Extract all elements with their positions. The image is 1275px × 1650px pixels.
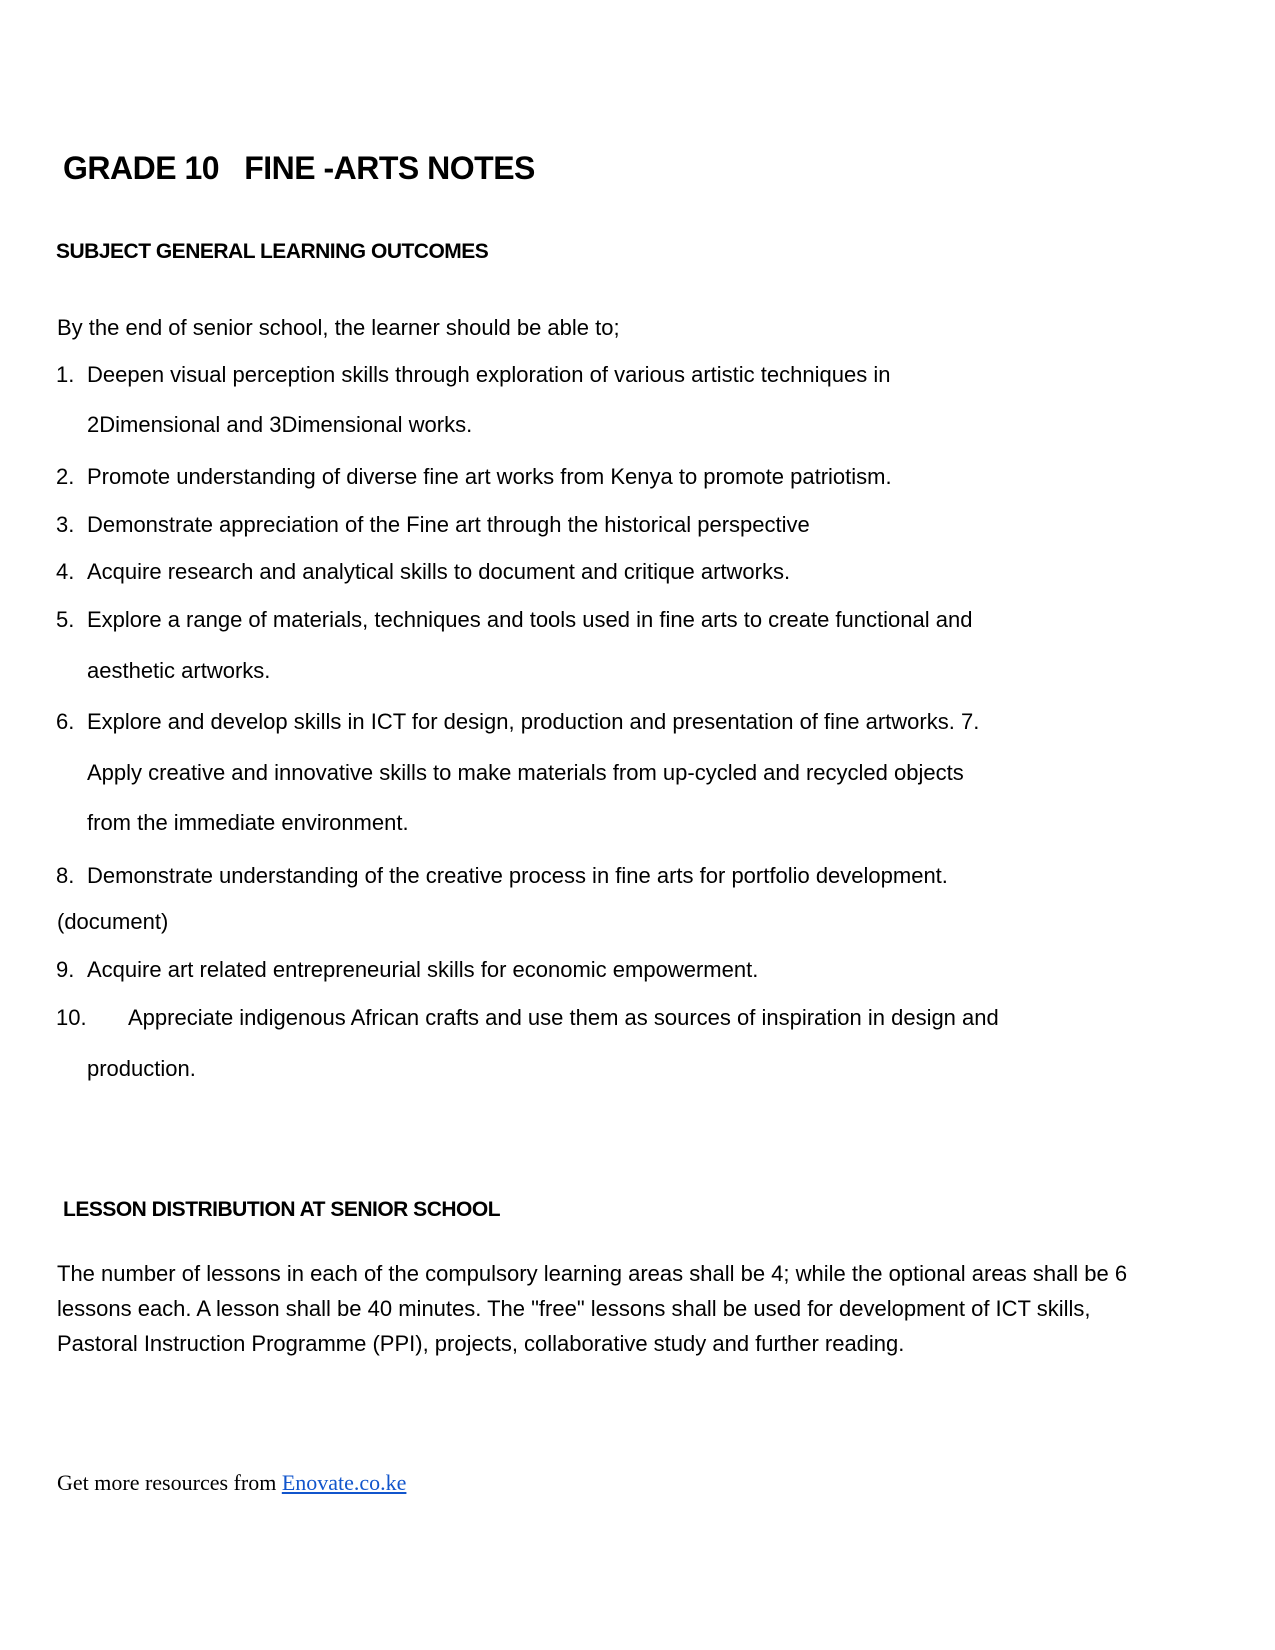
- list-item-wrap: (document): [57, 909, 169, 934]
- list-text: Acquire research and analytical skills to document and critique artworks.: [87, 559, 791, 584]
- intro-text: By the end of senior school, the learner should be able to;: [57, 315, 620, 340]
- list-text: Explore and develop skills in ICT for design, production and presentation of fine artworks. 7.: [87, 709, 980, 734]
- list-text: Promote understanding of diverse fine art works from Kenya to promote patriotism.: [87, 464, 892, 489]
- list-number: 10.: [56, 1005, 87, 1030]
- list-number: 5.: [56, 607, 75, 632]
- outcomes-heading: SUBJECT GENERAL LEARNING OUTCOMES: [56, 240, 489, 263]
- list-text: aesthetic artworks.: [87, 658, 271, 683]
- footer-text: Get more resources from: [57, 1470, 282, 1495]
- list-text: Demonstrate appreciation of the Fine art through the historical perspective: [87, 512, 810, 537]
- list-number: 2.: [56, 464, 75, 489]
- list-text: Demonstrate understanding of the creative process in fine arts for portfolio development.: [87, 863, 948, 888]
- list-text: Explore a range of materials, techniques and tools used in fine arts to create functional and: [87, 607, 973, 632]
- lesson-paragraph: The number of lessons in each of the compulsory learning areas shall be 4; while the optional areas shall be 6 lessons each. A lesson shall be 40 minutes. The "free" lessons shall be used for development of ICT skills, Pastoral Instruction Programme (PPI), projects, collaborative study and further reading.: [57, 1261, 1128, 1356]
- list-text: Deepen visual perception skills through exploration of various artistic techniques in: [87, 362, 891, 387]
- list-number: 8.: [56, 863, 75, 888]
- lesson-heading: LESSON DISTRIBUTION AT SENIOR SCHOOL: [63, 1198, 501, 1221]
- list-number: 9.: [56, 957, 75, 982]
- footer: [57, 1470, 406, 1496]
- list-text: 2Dimensional and 3Dimensional works.: [87, 412, 473, 437]
- list-number: 6.: [56, 709, 75, 734]
- footer-link[interactable]: Enovate.co.ke: [281, 1470, 407, 1495]
- list-number: 3.: [56, 512, 75, 537]
- list-text: production.: [87, 1056, 196, 1081]
- list-number: 1.: [56, 362, 75, 387]
- list-text: from the immediate environment.: [87, 810, 409, 835]
- list-text: Apply creative and innovative skills to make materials from up-cycled and recycled objects: [87, 760, 964, 785]
- list-text: Acquire art related entrepreneurial skills for economic empowerment.: [87, 957, 759, 982]
- list-text: Appreciate indigenous African crafts and use them as sources of inspiration in design and: [128, 1005, 999, 1030]
- list-number: 4.: [56, 559, 75, 584]
- page-title: GRADE 10 FINE -ARTS NOTES: [63, 150, 535, 186]
